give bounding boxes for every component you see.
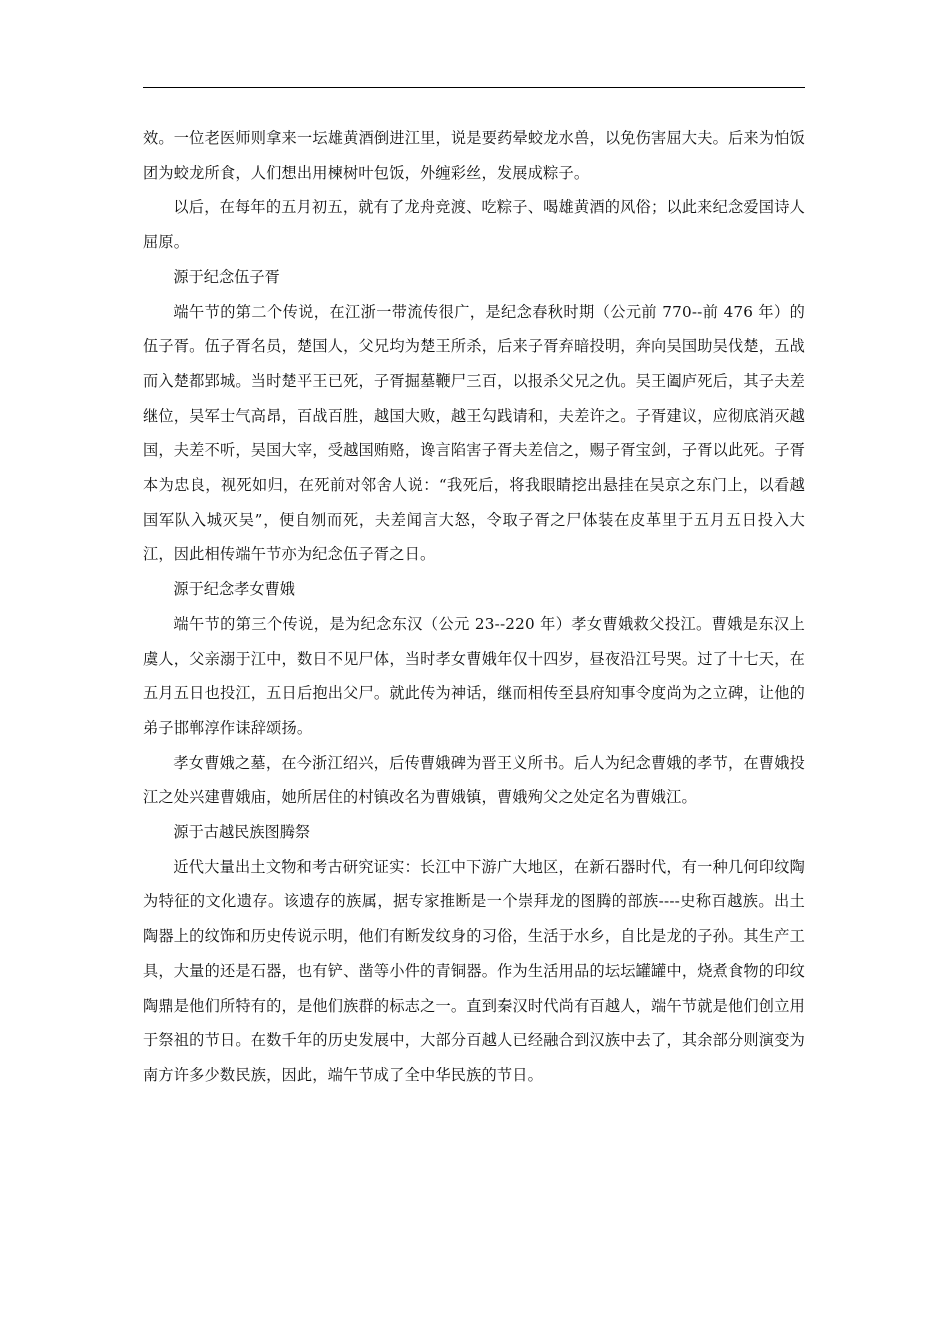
paragraph-cao-e-tomb: 孝女曹娥之墓，在今浙江绍兴，后传曹娥碑为晋王义所书。后人为纪念曹娥的孝节，在曹娥投江之处兴建曹娥庙，她所居住的村镇改名为曹娥镇，曹娥殉父之处定名为曹娥江。 [143,753,805,807]
header-rule [143,87,805,88]
document-body [143,121,805,1093]
section-heading-cao-e: 源于纪念孝女曹娥 [173,580,295,599]
paragraph-cao-e-legend: 端午节的第三个传说，是为纪念东汉（公元 23--220 年）孝女曹娥救父投江。曹娥是东汉上虞人，父亲溺于江中，数日不见尸体，当时孝女曹娥年仅十四岁，昼夜沿江号哭。过了十七天，在五月五日也投江，五日后抱出父尸。就此传为神话，继而相传至县府知事令度尚为之立碑，让他的弟子邯郸淳作诔辞颂扬。 [143,614,805,737]
paragraph-yue-totem: 近代大量出土文物和考古研究证实：长江中下游广大地区，在新石器时代，有一种几何印纹陶为特征的文化遗存。该遗存的族属，据专家推断是一个崇拜龙的图腾的部族----史称百越族。出土陶器上的纹饰和历史传说示明，他们有断发纹身的习俗，生活于水乡，自比是龙的子孙。其生产工具，大量的还是石器，也有铲、凿等小件的青铜器。作为生活用品的坛坛罐罐中，烧煮食物的印纹陶鼎是他们所特有的，是他们族群的标志之一。直到秦汉时代尚有百越人，端午节就是他们创立用于祭祖的节日。在数千年的历史发展中，大部分百越人已经融合到汉族中去了，其余部分则演变为南方许多少数民族，因此，端午节成了全中华民族的节日。 [143,857,805,1084]
section-heading-yue-totem: 源于古越民族图腾祭 [173,823,311,842]
section-heading-wu-zixu: 源于纪念伍子胥 [173,267,280,286]
paragraph-wu-zixu-legend: 端午节的第二个传说，在江浙一带流传很广，是纪念春秋时期（公元前 770--前 476 年）的伍子胥。伍子胥名员，楚国人，父兄均为楚王所杀，后来子胥弃暗投明，奔向吴国助吴伐楚，五战而入楚都郢城。当时楚平王已死，子胥掘墓鞭尸三百，以报杀父兄之仇。吴王阖庐死后，其子夫差继位，吴军士气高昂，百战百胜，越国大败，越王勾践请和，夫差许之。子胥建议，应彻底消灭越国，夫差不听，吴国大宰，受越国贿赂，谗言陷害子胥夫差信之，赐子胥宝剑，子胥以此死。子胥本为忠良，视死如归，在死前对邻舍人说：“我死后，将我眼睛挖出悬挂在吴京之东门上，以看越国军队入城灭吴”，便自刎而死，夫差闻言大怒，令取子胥之尸体装在皮革里于五月五日投入大江，因此相传端午节亦为纪念伍子胥之日。 [143,302,805,564]
paragraph-customs-summary: 以后，在每年的五月初五，就有了龙舟竞渡、吃粽子、喝雄黄酒的风俗；以此来纪念爱国诗人屈原。 [143,198,805,252]
paragraph-qu-yuan-ending: 效。一位老医师则拿来一坛雄黄酒倒进江里，说是要药晕蛟龙水兽，以免伤害屈大夫。后来为怕饭团为蛟龙所食，人们想出用楝树叶包饭，外缠彩丝，发展成粽子。 [143,129,805,182]
